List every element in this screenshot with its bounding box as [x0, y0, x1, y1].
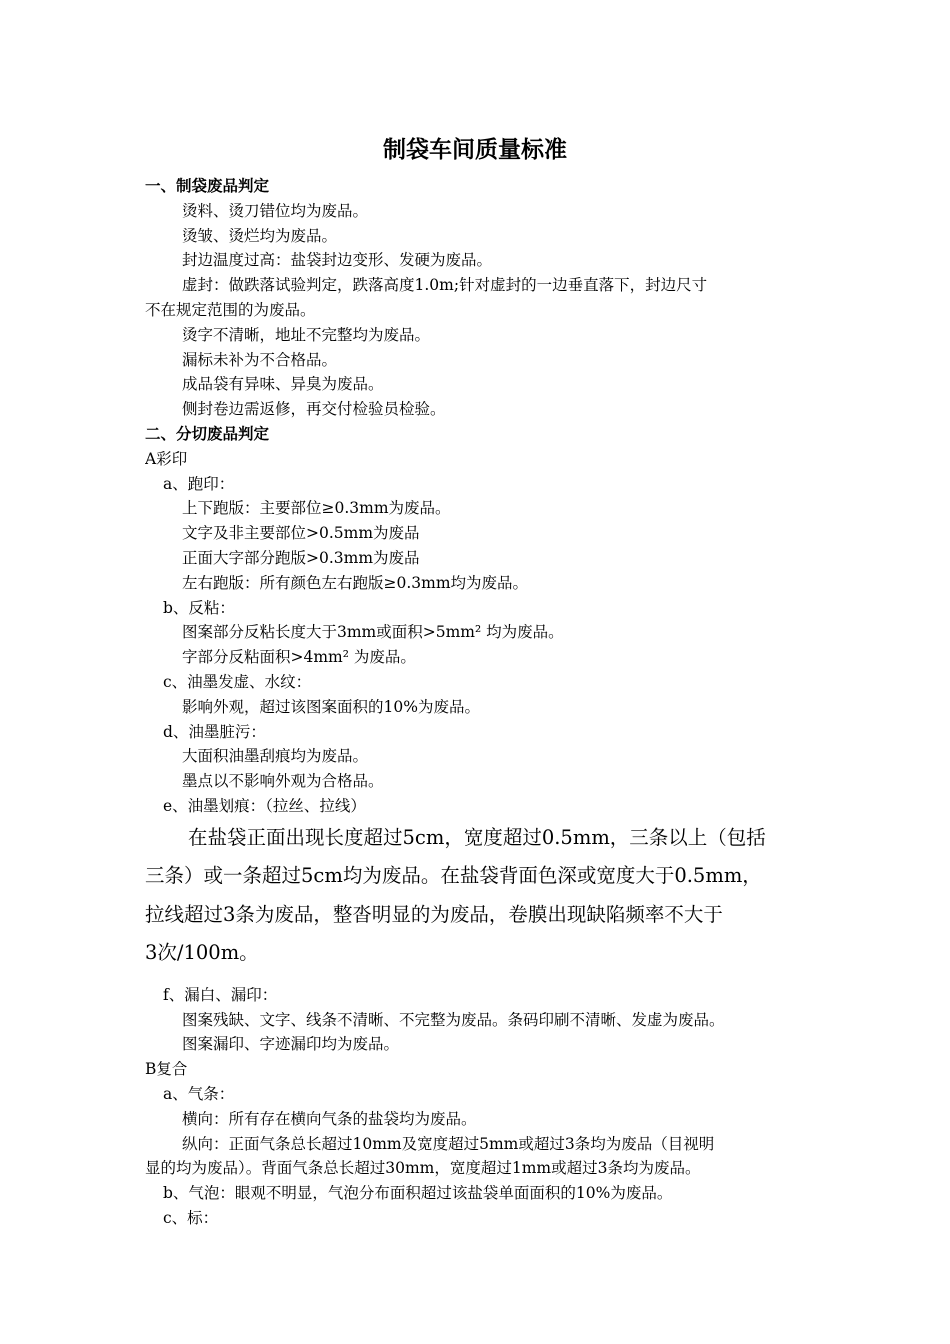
item-label: c、油墨发虚、水纹：: [163, 672, 312, 691]
item-label: b、气泡：眼观不明显，气泡分布面积超过该盐袋单面面积的10%为废品。: [163, 1184, 673, 1203]
list-item: 烫皱、烫烂均为废品。: [182, 226, 338, 245]
list-item: 影响外观，超过该图案面积的10%为废品。: [182, 697, 480, 716]
list-item: 纵向：正面气条总长超过10mm及宽度超过5mm或超过3条均为废品（目视明: [182, 1134, 715, 1153]
list-item: 墨点以不影响外观为合格品。: [182, 772, 384, 791]
subsection-label-b-laminate: B复合: [145, 1060, 188, 1079]
list-item: 文字及非主要部位>0.5mm为废品: [182, 524, 420, 543]
paragraph-line: 三条）或一条超过5cm均为废品。在盐袋背面色深或宽度大于0.5mm，: [145, 864, 762, 888]
paragraph-line: 拉线超过3条为废品，整沓明显的为废品，卷膜出现缺陷频率不大于: [145, 902, 723, 926]
item-label: f、漏白、漏印：: [163, 985, 278, 1004]
list-item: 图案部分反粘长度大于3mm或面积>5mm² 均为废品。: [182, 623, 564, 642]
page-title: 制袋车间质量标准: [383, 137, 567, 163]
list-item: 正面大字部分跑版>0.3mm为废品: [182, 548, 420, 567]
list-item: 上下跑版：主要部位≥0.3mm为废品。: [182, 499, 451, 518]
list-item: 烫料、烫刀错位均为废品。: [182, 201, 369, 220]
list-item: 图案漏印、字迹漏印均为废品。: [182, 1035, 400, 1054]
list-item: 字部分反粘面积>4mm² 为废品。: [182, 648, 416, 667]
section-heading-1: 一、制袋废品判定: [145, 177, 270, 195]
item-label: b、反粘：: [163, 598, 235, 617]
list-item: 烫字不清晰，地址不完整均为废品。: [182, 325, 431, 344]
large-text-paragraph: [145, 819, 810, 973]
item-label: a、跑印：: [163, 474, 235, 493]
list-item-continuation: 不在规定范围的为废品。: [145, 300, 316, 319]
document-body: [145, 174, 810, 1231]
paragraph-line: 3次/100m。: [145, 941, 259, 965]
list-item: 封边温度过高：盐袋封边变形、发硬为废品。: [182, 251, 493, 270]
list-item: 成品袋有异味、异臭为废品。: [182, 375, 384, 394]
list-item: 漏标未补为不合格品。: [182, 350, 338, 369]
item-label: e、油墨划痕：（拉丝、拉线）: [163, 796, 366, 815]
list-item: 侧封卷边需返修，再交付检验员检验。: [182, 400, 446, 419]
section-heading-2: 二、分切废品判定: [145, 424, 270, 443]
item-label: d、油墨脏污：: [163, 722, 266, 741]
item-label: c、标：: [163, 1208, 219, 1227]
list-item: 图案残缺、文字、线条不清晰、不完整为废品。条码印刷不清晰、发虚为废品。: [182, 1010, 725, 1029]
spacer: [145, 973, 810, 983]
paragraph-line: 在盐袋正面出现长度超过5cm，宽度超过0.5mm，三条以上（包括: [188, 825, 766, 849]
list-item: 大面积油墨刮痕均为废品。: [182, 747, 369, 766]
item-label: a、气条：: [163, 1084, 235, 1103]
subsection-label-a-print: A彩印: [145, 449, 188, 468]
list-item: 横向：所有存在横向气条的盐袋均为废品。: [182, 1109, 477, 1128]
list-item-continuation: 显的均为废品）。背面气条总长超过30mm，宽度超过1mm或超过3条均为废品。: [145, 1159, 701, 1178]
list-item: 左右跑版：所有颜色左右跑版≥0.3mm均为废品。: [182, 573, 529, 592]
list-item: 虚封：做跌落试验判定，跌落高度1.0m;针对虚封的一边垂直落下，封边尺寸: [182, 276, 708, 295]
